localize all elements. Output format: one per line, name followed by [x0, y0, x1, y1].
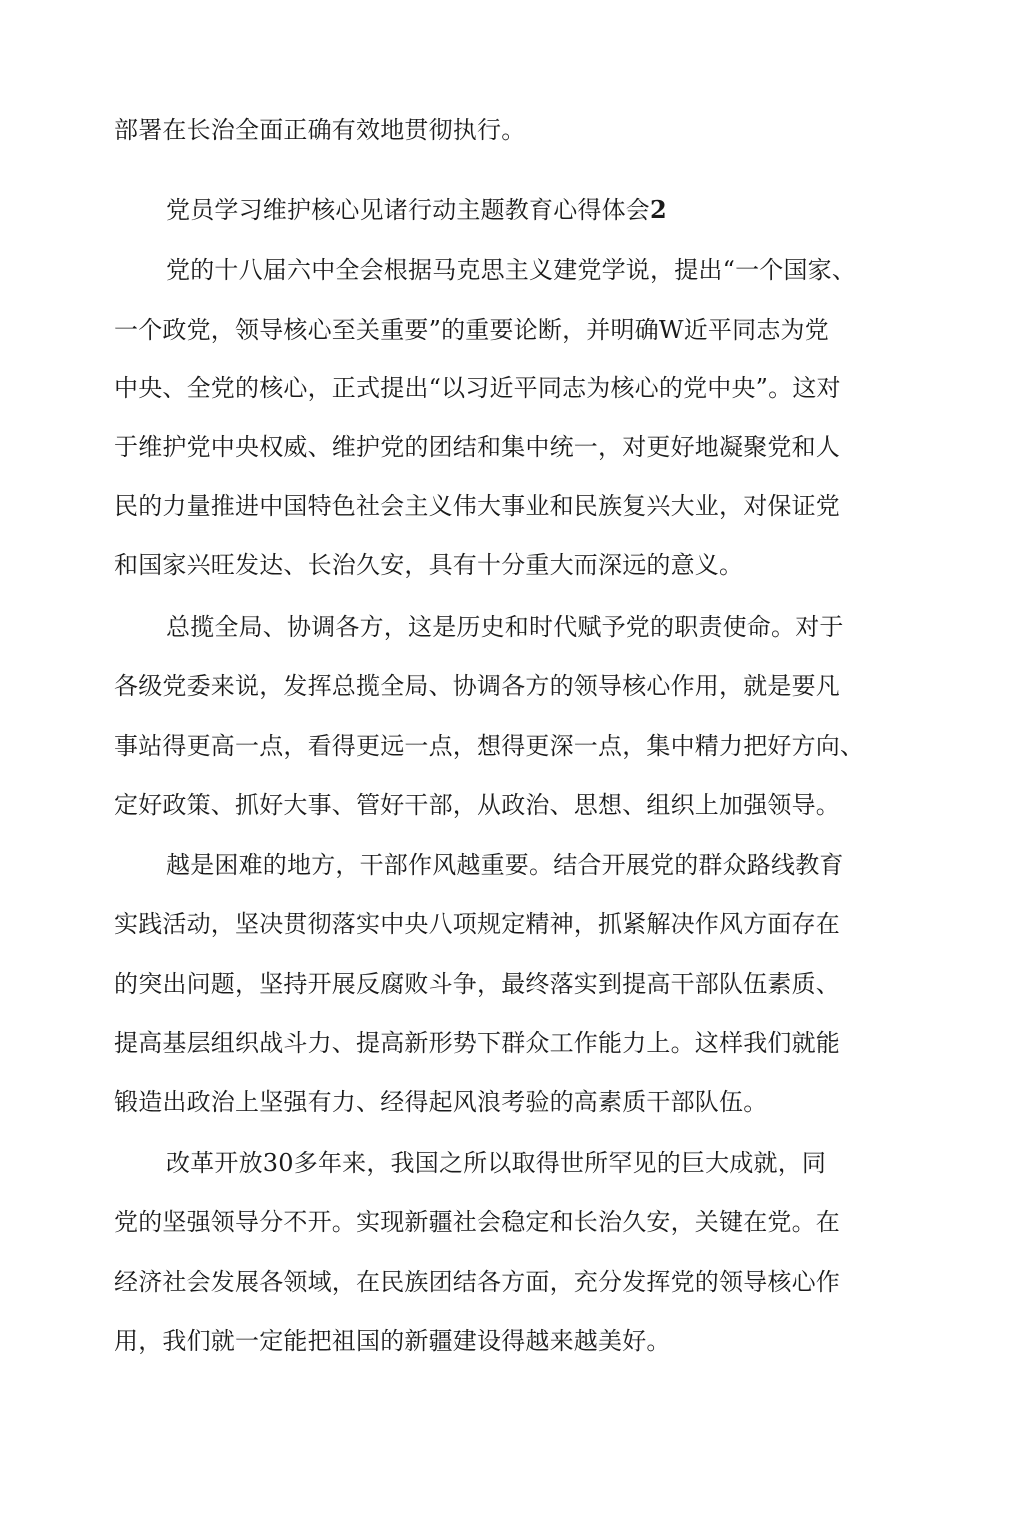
- text-line: 各级党委来说，发挥总揽全局、协调各方的领导核心作用，就是要凡: [114, 672, 840, 700]
- text-line: 实践活动，坚决贯彻落实中央八项规定精神，抓紧解决作风方面存在: [114, 910, 840, 938]
- section-title-text: 党员学习维护核心见诸行动主题教育心得体会: [166, 196, 650, 224]
- text-line: 事站得更高一点，看得更远一点，想得更深一点，集中精力把好方向、: [114, 732, 865, 760]
- paragraph-start: 改革开放30多年来，我国之所以取得世所罕见的巨大成就，同: [166, 1149, 827, 1177]
- text-line: 提高基层组织战斗力、提高新形势下群众工作能力上。这样我们就能: [114, 1029, 840, 1057]
- text-line: 中央、全党的核心，正式提出“以习近平同志为核心的党中央”。这对: [114, 374, 841, 402]
- text-line: 于维护党中央权威、维护党的团结和集中统一，对更好地凝聚党和人: [114, 433, 840, 461]
- text-line: 部署在长治全面正确有效地贯彻执行。: [114, 116, 526, 144]
- text-line: 党的坚强领导分不开。实现新疆社会稳定和长治久安，关键在党。在: [114, 1208, 840, 1236]
- text-line: 定好政策、抓好大事、管好干部，从政治、思想、组织上加强领导。: [114, 791, 840, 819]
- section-title: [166, 195, 667, 225]
- text-line: 用，我们就一定能把祖国的新疆建设得越来越美好。: [114, 1327, 671, 1355]
- text-line: 锻造出政治上坚强有力、经得起风浪考验的高素质干部队伍。: [114, 1088, 768, 1116]
- text-line: 一个政党，领导核心至关重要”的重要论断，并明确W近平同志为党: [114, 316, 829, 344]
- text-line: 经济社会发展各领域，在民族团结各方面，充分发挥党的领导核心作: [114, 1268, 840, 1296]
- text-line: 和国家兴旺发达、长治久安，具有十分重大而深远的意义。: [114, 551, 744, 579]
- text-line: 的突出问题，坚持开展反腐败斗争，最终落实到提高干部队伍素质、: [114, 970, 840, 998]
- paragraph-start: 越是困难的地方，干部作风越重要。结合开展党的群众路线教育: [166, 851, 844, 879]
- paragraph-start: 总揽全局、协调各方，这是历史和时代赋予党的职责使命。对于: [166, 613, 844, 641]
- paragraph-start: 党的十八届六中全会根据马克思主义建党学说，提出“一个国家、: [166, 256, 857, 284]
- section-title-number: 2: [650, 195, 667, 224]
- text-line: 民的力量推进中国特色社会主义伟大事业和民族复兴大业，对保证党: [114, 492, 840, 520]
